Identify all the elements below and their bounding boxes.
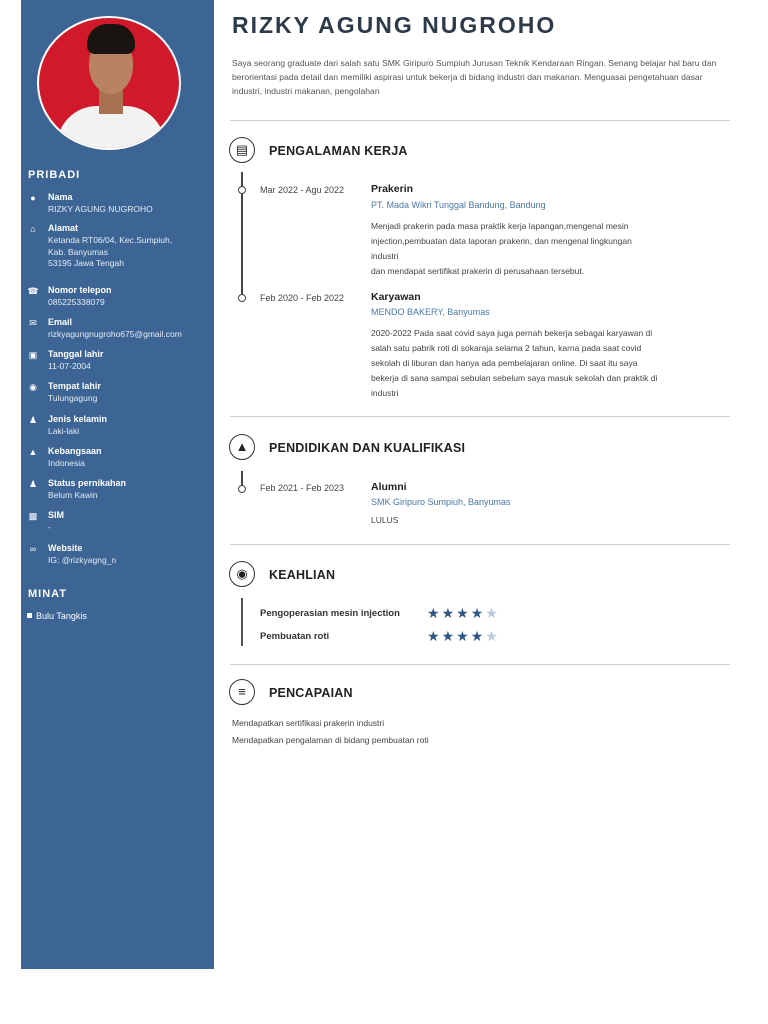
experience-section-title: PENGALAMAN KERJA xyxy=(269,144,408,158)
star-empty-icon: ★ xyxy=(485,628,500,644)
star-filled-icon: ★ xyxy=(470,628,486,644)
link-icon: ∞ xyxy=(29,544,37,554)
experience-role: Prakerin xyxy=(371,183,414,195)
personal-label: Nama xyxy=(48,192,73,202)
candidate-name: RIZKY AGUNG NUGROHO xyxy=(232,12,557,38)
location-pin-icon: ◉ xyxy=(29,382,37,392)
graduation-cap-icon: ▲ xyxy=(229,434,255,460)
skill-name: Pembuatan roti xyxy=(260,631,330,642)
personal-label: Email xyxy=(48,317,73,327)
profile-summary: Saya seorang graduate dari salah satu SMK Giripuro Sumpiuh Jurusan Teknik Kendaraan Ringan. Senang belajar hal baru dan berorientasi pada detail dan memiliki aspirasi untuk bekerja di bidang industri dan makanan. Menguasai pengetahuan dasar industri, industri makanan, pengolahan xyxy=(232,58,717,96)
personal-value: Indonesia xyxy=(48,458,85,468)
experience-date: Feb 2020 - Feb 2022 xyxy=(260,293,345,303)
experience-company: PT. Mada Wikri Tunggal Bandung, Bandung xyxy=(371,200,546,210)
skill-rating xyxy=(427,629,500,643)
personal-value: Laki-laki xyxy=(48,426,80,436)
nationality-icon: ▲ xyxy=(28,447,38,457)
star-filled-icon: ★ xyxy=(470,605,486,621)
star-empty-icon: ★ xyxy=(485,605,500,621)
personal-value: Tulungagung xyxy=(48,393,98,403)
home-icon: ⌂ xyxy=(30,224,36,234)
list-icon: ≡ xyxy=(229,679,255,705)
interest-item xyxy=(27,611,87,621)
personal-value[interactable]: rizkyagungnugroho675@gmail.com xyxy=(48,329,182,339)
personal-value: 11-07-2004 xyxy=(48,361,91,371)
personal-label: Website xyxy=(48,543,83,553)
timeline-dot xyxy=(238,294,246,302)
sidebar xyxy=(21,0,214,969)
personal-value: Ketanda RT06/04, Kec.Sumpiuh, Kab. Banyumas 53195 Jawa Tengah xyxy=(48,235,173,268)
education-note: LULUS xyxy=(371,515,399,525)
star-filled-icon: ★ xyxy=(441,605,457,621)
timeline-dot xyxy=(238,186,246,194)
gender-icon: ♟ xyxy=(28,415,38,425)
personal-value: RIZKY AGUNG NUGROHO xyxy=(48,204,153,214)
divider xyxy=(230,120,730,121)
marital-icon: ♟ xyxy=(28,479,38,489)
interest-label: Bulu Tangkis xyxy=(36,611,87,621)
education-degree: Alumni xyxy=(371,481,407,493)
experience-role: Karyawan xyxy=(371,291,421,303)
user-icon: ● xyxy=(30,193,36,203)
personal-label: Tanggal lahir xyxy=(48,349,104,359)
achievement-item: Mendapatkan pengalaman di bidang pembuatan roti xyxy=(232,735,429,745)
skills-bar xyxy=(241,598,243,646)
skills-section-title: KEAHLIAN xyxy=(269,568,336,582)
personal-section-title: PRIBADI xyxy=(28,169,81,181)
experience-description: 2020-2022 Pada saat covid saya juga pernah bekerja sebagai karyawan di salah satu pabrik roti di sokaraja selama 2 tahun, karna pada saat covid sekolah di liburan dan hanya ada pembelajaran online. Di saat itu saya bekerja di sana sampai sebulan sebelum saya masuk sekolah dan praktik di industri xyxy=(371,328,658,398)
personal-label: Tempat lahir xyxy=(48,381,101,391)
interest-section-title: MINAT xyxy=(28,588,68,600)
star-filled-icon: ★ xyxy=(456,605,471,621)
education-school: SMK Giripuro Sumpiuh, Banyumas xyxy=(371,497,511,507)
experience-company: MENDO BAKERY, Banyumas xyxy=(371,307,490,317)
personal-value: Belum Kawin xyxy=(48,490,98,500)
achievements-section-title: PENCAPAIAN xyxy=(269,686,353,700)
calendar-icon: ▣ xyxy=(28,350,38,360)
education-section-title: PENDIDIKAN DAN KUALIFIKASI xyxy=(269,441,466,455)
skill-rating xyxy=(427,606,500,620)
mouse-icon: ◉ xyxy=(229,561,255,587)
timeline-dot xyxy=(238,485,246,493)
phone-icon: ☎ xyxy=(27,286,39,296)
personal-label: Kebangsaan xyxy=(48,446,102,456)
skill-name: Pengoperasian mesin injection xyxy=(260,608,400,619)
personal-label: Alamat xyxy=(48,223,79,233)
star-filled-icon: ★ xyxy=(427,628,442,644)
education-date: Feb 2021 - Feb 2023 xyxy=(260,483,345,493)
divider xyxy=(230,664,730,665)
achievement-item: Mendapatkan sertifikasi prakerin industri xyxy=(232,718,385,728)
email-icon: ✉ xyxy=(29,318,37,328)
star-filled-icon: ★ xyxy=(456,628,471,644)
personal-label: Nomor telepon xyxy=(48,285,112,295)
experience-date: Mar 2022 - Agu 2022 xyxy=(260,185,345,195)
personal-label: Status pernikahan xyxy=(48,478,127,488)
divider xyxy=(230,416,730,417)
star-filled-icon: ★ xyxy=(441,628,457,644)
experience-description: Menjadi prakerin pada masa praktik kerja lapangan,mengenal mesin injection,pembuatan data laporan prakerin, dan mengenal lingkungan industri dan mendapat sertifikat prakerin di perusahaan tersebut. xyxy=(371,221,632,276)
personal-value: 085225338079 xyxy=(48,297,105,307)
star-filled-icon: ★ xyxy=(427,605,442,621)
personal-value[interactable]: IG: @rizkyagng_n xyxy=(48,555,117,565)
divider xyxy=(230,544,730,545)
briefcase-icon: ▤ xyxy=(229,137,255,163)
personal-value: - xyxy=(48,522,51,532)
profile-photo xyxy=(37,16,181,150)
personal-label: Jenis kelamin xyxy=(48,414,108,424)
car-icon: ▩ xyxy=(28,511,38,521)
personal-label: SIM xyxy=(48,510,65,520)
